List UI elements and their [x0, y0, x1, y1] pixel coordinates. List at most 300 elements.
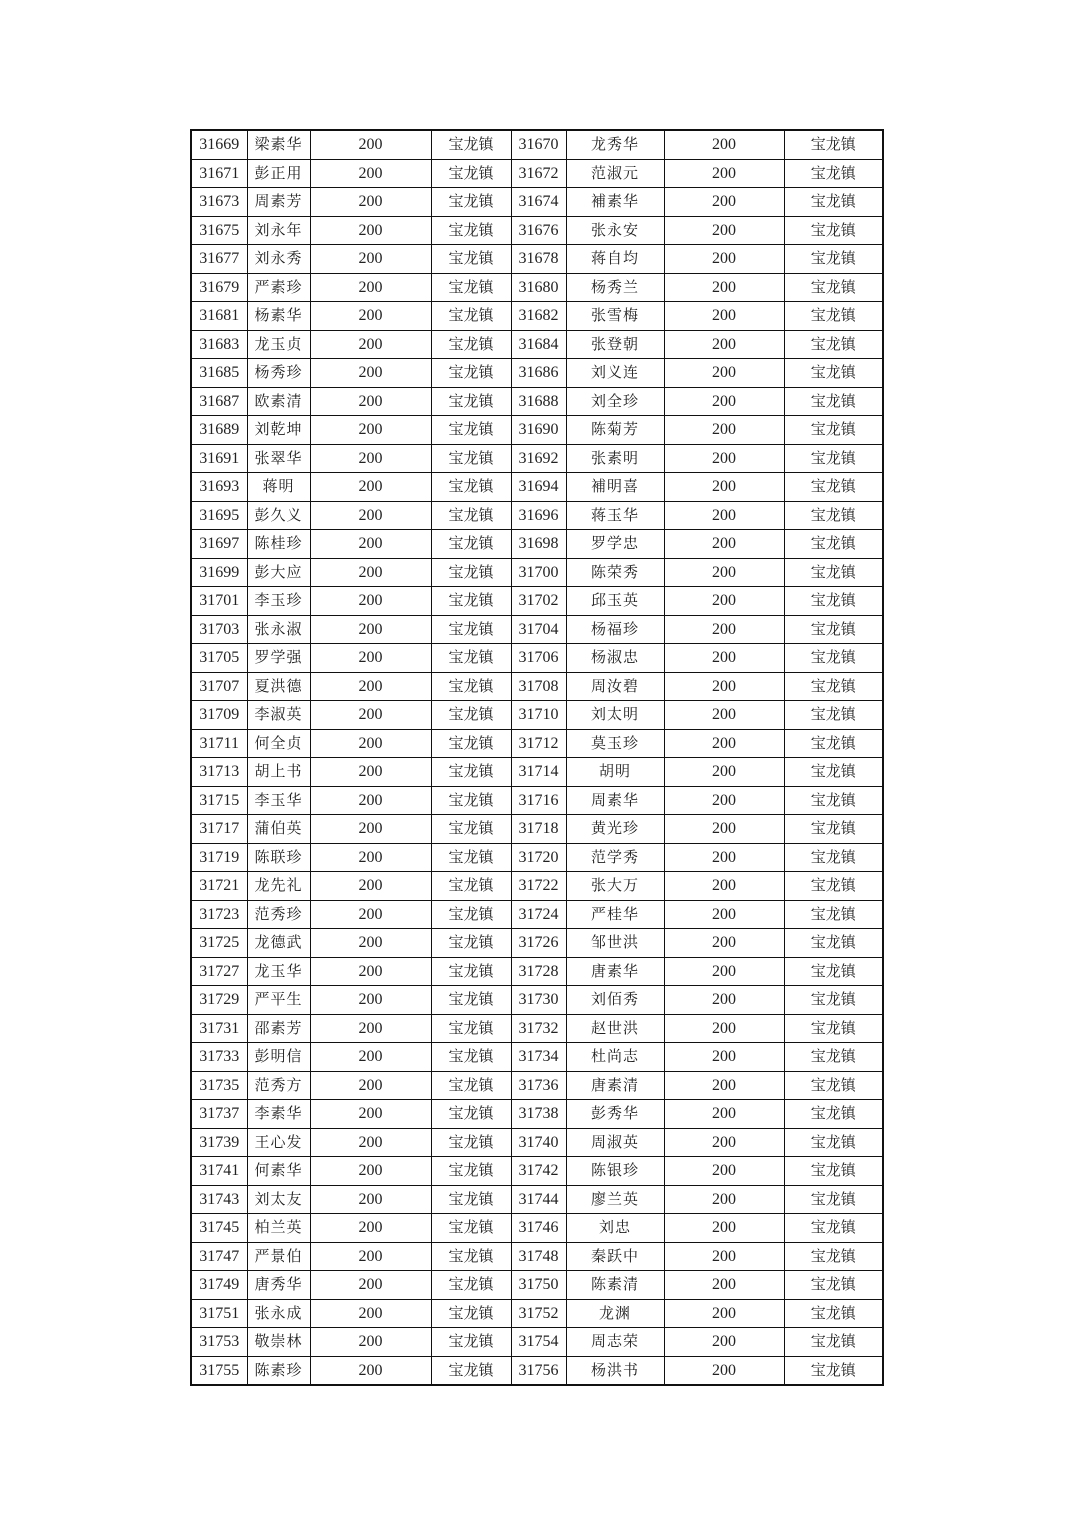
table-row: [191, 359, 883, 388]
amount-cell: 200: [310, 302, 431, 331]
town-cell: 宝龙镇: [784, 130, 883, 159]
town-cell: 宝龙镇: [431, 130, 511, 159]
amount-cell: 200: [310, 416, 431, 445]
town-cell: 宝龙镇: [784, 216, 883, 245]
record-id-cell: 31731: [191, 1014, 247, 1043]
town-cell: 宝龙镇: [431, 843, 511, 872]
amount-cell: 200: [310, 387, 431, 416]
amount-cell: 200: [664, 188, 784, 217]
recipient-name-cell: 唐素华: [566, 957, 664, 986]
amount-cell: 200: [310, 359, 431, 388]
recipient-name-cell: 张雪梅: [566, 302, 664, 331]
table-row: [191, 444, 883, 473]
amount-cell: 200: [310, 530, 431, 559]
recipient-name-cell: 严桂华: [566, 900, 664, 929]
town-cell: 宝龙镇: [784, 843, 883, 872]
amount-cell: 200: [664, 501, 784, 530]
record-id-cell: 31752: [511, 1299, 566, 1328]
recipient-name-cell: 张永淑: [247, 615, 310, 644]
recipient-name-cell: 刘佰秀: [566, 986, 664, 1015]
record-id-cell: 31674: [511, 188, 566, 217]
recipient-name-cell: 補素华: [566, 188, 664, 217]
town-cell: 宝龙镇: [431, 986, 511, 1015]
amount-cell: 200: [664, 1071, 784, 1100]
recipient-name-cell: 黄光珍: [566, 815, 664, 844]
town-cell: 宝龙镇: [784, 1043, 883, 1072]
record-id-cell: 31696: [511, 501, 566, 530]
recipient-name-cell: 胡明: [566, 758, 664, 787]
amount-cell: 200: [664, 701, 784, 730]
town-cell: 宝龙镇: [784, 558, 883, 587]
recipient-name-cell: 刘忠: [566, 1214, 664, 1243]
town-cell: 宝龙镇: [431, 188, 511, 217]
amount-cell: 200: [310, 729, 431, 758]
record-id-cell: 31746: [511, 1214, 566, 1243]
town-cell: 宝龙镇: [431, 501, 511, 530]
record-id-cell: 31743: [191, 1185, 247, 1214]
amount-cell: 200: [664, 1014, 784, 1043]
amount-cell: 200: [310, 188, 431, 217]
record-id-cell: 31755: [191, 1356, 247, 1385]
town-cell: 宝龙镇: [784, 1100, 883, 1129]
record-id-cell: 31716: [511, 786, 566, 815]
record-id-cell: 31670: [511, 130, 566, 159]
record-id-cell: 31678: [511, 245, 566, 274]
table-row: [191, 1100, 883, 1129]
amount-cell: 200: [310, 1128, 431, 1157]
recipient-name-cell: 陈荣秀: [566, 558, 664, 587]
amount-cell: 200: [310, 957, 431, 986]
amount-cell: 200: [664, 1271, 784, 1300]
recipient-name-cell: 彭正用: [247, 159, 310, 188]
table-row: [191, 1043, 883, 1072]
table-row: [191, 786, 883, 815]
recipient-name-cell: 陈联珍: [247, 843, 310, 872]
town-cell: 宝龙镇: [784, 273, 883, 302]
recipient-name-cell: 赵世洪: [566, 1014, 664, 1043]
record-id-cell: 31702: [511, 587, 566, 616]
town-cell: 宝龙镇: [431, 701, 511, 730]
amount-cell: 200: [664, 245, 784, 274]
town-cell: 宝龙镇: [431, 1071, 511, 1100]
recipient-name-cell: 彭明信: [247, 1043, 310, 1072]
town-cell: 宝龙镇: [784, 644, 883, 673]
recipient-name-cell: 陈菊芳: [566, 416, 664, 445]
town-cell: 宝龙镇: [784, 416, 883, 445]
recipient-name-cell: 敬崇林: [247, 1328, 310, 1357]
record-id-cell: 31742: [511, 1157, 566, 1186]
recipient-name-cell: 范秀方: [247, 1071, 310, 1100]
amount-cell: 200: [310, 644, 431, 673]
amount-cell: 200: [664, 644, 784, 673]
town-cell: 宝龙镇: [784, 1328, 883, 1357]
amount-cell: 200: [664, 1043, 784, 1072]
amount-cell: 200: [664, 558, 784, 587]
record-id-cell: 31671: [191, 159, 247, 188]
recipient-name-cell: 刘永秀: [247, 245, 310, 274]
table-row: [191, 843, 883, 872]
town-cell: 宝龙镇: [431, 216, 511, 245]
recipient-name-cell: 彭大应: [247, 558, 310, 587]
recipient-name-cell: 周淑英: [566, 1128, 664, 1157]
record-id-cell: 31751: [191, 1299, 247, 1328]
record-id-cell: 31714: [511, 758, 566, 787]
town-cell: 宝龙镇: [431, 387, 511, 416]
recipient-name-cell: 周志荣: [566, 1328, 664, 1357]
recipient-name-cell: 杨洪书: [566, 1356, 664, 1385]
recipient-name-cell: 刘乾坤: [247, 416, 310, 445]
table-row: [191, 1242, 883, 1271]
amount-cell: 200: [664, 843, 784, 872]
record-id-cell: 31700: [511, 558, 566, 587]
town-cell: 宝龙镇: [784, 1071, 883, 1100]
town-cell: 宝龙镇: [431, 1328, 511, 1357]
table-row: [191, 1328, 883, 1357]
recipient-name-cell: 唐素清: [566, 1071, 664, 1100]
record-id-cell: 31732: [511, 1014, 566, 1043]
record-id-cell: 31683: [191, 330, 247, 359]
amount-cell: 200: [664, 1356, 784, 1385]
record-id-cell: 31730: [511, 986, 566, 1015]
record-id-cell: 31676: [511, 216, 566, 245]
town-cell: 宝龙镇: [784, 1271, 883, 1300]
record-id-cell: 31718: [511, 815, 566, 844]
recipient-name-cell: 罗学强: [247, 644, 310, 673]
recipient-name-cell: 刘全珍: [566, 387, 664, 416]
record-id-cell: 31713: [191, 758, 247, 787]
table-row: [191, 1157, 883, 1186]
table-row: [191, 900, 883, 929]
table-row: [191, 815, 883, 844]
table-row: [191, 245, 883, 274]
amount-cell: 200: [664, 1100, 784, 1129]
amount-cell: 200: [310, 473, 431, 502]
table-row: [191, 701, 883, 730]
record-id-cell: 31726: [511, 929, 566, 958]
recipient-name-cell: 张翠华: [247, 444, 310, 473]
table-row: [191, 872, 883, 901]
amount-cell: 200: [664, 473, 784, 502]
record-id-cell: 31739: [191, 1128, 247, 1157]
town-cell: 宝龙镇: [431, 1299, 511, 1328]
record-id-cell: 31677: [191, 245, 247, 274]
recipient-name-cell: 龙先礼: [247, 872, 310, 901]
amount-cell: 200: [310, 1299, 431, 1328]
recipient-name-cell: 杨素华: [247, 302, 310, 331]
record-id-cell: 31748: [511, 1242, 566, 1271]
amount-cell: 200: [664, 216, 784, 245]
record-id-cell: 31669: [191, 130, 247, 159]
table-row: [191, 216, 883, 245]
recipient-name-cell: 范淑元: [566, 159, 664, 188]
town-cell: 宝龙镇: [431, 1128, 511, 1157]
record-id-cell: 31728: [511, 957, 566, 986]
record-id-cell: 31725: [191, 929, 247, 958]
amount-cell: 200: [310, 1356, 431, 1385]
recipient-name-cell: 欧素清: [247, 387, 310, 416]
record-id-cell: 31733: [191, 1043, 247, 1072]
record-id-cell: 31749: [191, 1271, 247, 1300]
recipient-name-cell: 杨淑忠: [566, 644, 664, 673]
town-cell: 宝龙镇: [431, 245, 511, 274]
town-cell: 宝龙镇: [784, 1128, 883, 1157]
amount-cell: 200: [664, 986, 784, 1015]
recipient-name-cell: 周素华: [566, 786, 664, 815]
amount-cell: 200: [310, 159, 431, 188]
town-cell: 宝龙镇: [784, 872, 883, 901]
record-id-cell: 31709: [191, 701, 247, 730]
record-id-cell: 31756: [511, 1356, 566, 1385]
town-cell: 宝龙镇: [784, 159, 883, 188]
table-row: [191, 273, 883, 302]
town-cell: 宝龙镇: [431, 929, 511, 958]
recipient-name-cell: 彭秀华: [566, 1100, 664, 1129]
amount-cell: 200: [664, 786, 784, 815]
recipient-name-cell: 邱玉英: [566, 587, 664, 616]
amount-cell: 200: [310, 1271, 431, 1300]
amount-cell: 200: [664, 1328, 784, 1357]
town-cell: 宝龙镇: [431, 416, 511, 445]
record-id-cell: 31753: [191, 1328, 247, 1357]
town-cell: 宝龙镇: [431, 473, 511, 502]
amount-cell: 200: [310, 615, 431, 644]
recipient-name-cell: 杨福珍: [566, 615, 664, 644]
amount-cell: 200: [664, 900, 784, 929]
record-id-cell: 31737: [191, 1100, 247, 1129]
record-id-cell: 31720: [511, 843, 566, 872]
town-cell: 宝龙镇: [431, 815, 511, 844]
town-cell: 宝龙镇: [431, 1043, 511, 1072]
roster-table-container: [190, 129, 882, 1386]
town-cell: 宝龙镇: [784, 1185, 883, 1214]
recipient-name-cell: 李玉珍: [247, 587, 310, 616]
recipient-name-cell: 唐秀华: [247, 1271, 310, 1300]
town-cell: 宝龙镇: [784, 444, 883, 473]
recipient-name-cell: 蒋玉华: [566, 501, 664, 530]
amount-cell: 200: [310, 1185, 431, 1214]
recipient-name-cell: 胡上书: [247, 758, 310, 787]
recipient-name-cell: 严景伯: [247, 1242, 310, 1271]
town-cell: 宝龙镇: [784, 672, 883, 701]
record-id-cell: 31706: [511, 644, 566, 673]
town-cell: 宝龙镇: [431, 729, 511, 758]
recipient-name-cell: 李玉华: [247, 786, 310, 815]
table-row: [191, 1356, 883, 1385]
recipient-name-cell: 龙德武: [247, 929, 310, 958]
amount-cell: 200: [664, 729, 784, 758]
town-cell: 宝龙镇: [784, 929, 883, 958]
amount-cell: 200: [310, 672, 431, 701]
town-cell: 宝龙镇: [784, 188, 883, 217]
town-cell: 宝龙镇: [784, 786, 883, 815]
town-cell: 宝龙镇: [431, 330, 511, 359]
amount-cell: 200: [310, 1100, 431, 1129]
table-row: [191, 159, 883, 188]
record-id-cell: 31680: [511, 273, 566, 302]
recipient-name-cell: 刘太友: [247, 1185, 310, 1214]
town-cell: 宝龙镇: [784, 530, 883, 559]
record-id-cell: 31686: [511, 359, 566, 388]
record-id-cell: 31754: [511, 1328, 566, 1357]
town-cell: 宝龙镇: [784, 1014, 883, 1043]
amount-cell: 200: [310, 130, 431, 159]
recipient-name-cell: 夏洪德: [247, 672, 310, 701]
table-row: [191, 1214, 883, 1243]
town-cell: 宝龙镇: [431, 644, 511, 673]
table-row: [191, 587, 883, 616]
recipient-name-cell: 范秀珍: [247, 900, 310, 929]
record-id-cell: 31688: [511, 387, 566, 416]
record-id-cell: 31699: [191, 558, 247, 587]
record-id-cell: 31744: [511, 1185, 566, 1214]
recipient-name-cell: 李素华: [247, 1100, 310, 1129]
record-id-cell: 31717: [191, 815, 247, 844]
amount-cell: 200: [664, 416, 784, 445]
table-row: [191, 986, 883, 1015]
town-cell: 宝龙镇: [784, 245, 883, 274]
amount-cell: 200: [664, 1214, 784, 1243]
table-row: [191, 615, 883, 644]
record-id-cell: 31672: [511, 159, 566, 188]
town-cell: 宝龙镇: [431, 1214, 511, 1243]
record-id-cell: 31704: [511, 615, 566, 644]
town-cell: 宝龙镇: [431, 872, 511, 901]
recipient-name-cell: 严素珍: [247, 273, 310, 302]
record-id-cell: 31705: [191, 644, 247, 673]
record-id-cell: 31712: [511, 729, 566, 758]
recipient-name-cell: 邹世洪: [566, 929, 664, 958]
recipient-name-cell: 范学秀: [566, 843, 664, 872]
town-cell: 宝龙镇: [431, 1185, 511, 1214]
record-id-cell: 31698: [511, 530, 566, 559]
amount-cell: 200: [664, 1157, 784, 1186]
town-cell: 宝龙镇: [784, 473, 883, 502]
amount-cell: 200: [664, 159, 784, 188]
town-cell: 宝龙镇: [784, 758, 883, 787]
recipient-name-cell: 刘太明: [566, 701, 664, 730]
amount-cell: 200: [664, 359, 784, 388]
town-cell: 宝龙镇: [431, 302, 511, 331]
amount-cell: 200: [310, 786, 431, 815]
record-id-cell: 31701: [191, 587, 247, 616]
town-cell: 宝龙镇: [784, 1214, 883, 1243]
recipient-name-cell: 罗学忠: [566, 530, 664, 559]
town-cell: 宝龙镇: [784, 501, 883, 530]
table-row: [191, 530, 883, 559]
recipient-name-cell: 张永成: [247, 1299, 310, 1328]
amount-cell: 200: [664, 130, 784, 159]
recipient-name-cell: 補明喜: [566, 473, 664, 502]
town-cell: 宝龙镇: [784, 302, 883, 331]
town-cell: 宝龙镇: [784, 1157, 883, 1186]
record-id-cell: 31721: [191, 872, 247, 901]
table-row: [191, 501, 883, 530]
recipient-name-cell: 李淑英: [247, 701, 310, 730]
table-row: [191, 929, 883, 958]
town-cell: 宝龙镇: [784, 986, 883, 1015]
amount-cell: 200: [664, 758, 784, 787]
amount-cell: 200: [664, 872, 784, 901]
table-row: [191, 644, 883, 673]
recipient-name-cell: 张大万: [566, 872, 664, 901]
amount-cell: 200: [310, 444, 431, 473]
town-cell: 宝龙镇: [431, 615, 511, 644]
amount-cell: 200: [310, 587, 431, 616]
amount-cell: 200: [310, 1157, 431, 1186]
town-cell: 宝龙镇: [431, 957, 511, 986]
town-cell: 宝龙镇: [784, 900, 883, 929]
amount-cell: 200: [310, 986, 431, 1015]
recipient-name-cell: 龙玉贞: [247, 330, 310, 359]
record-id-cell: 31724: [511, 900, 566, 929]
record-id-cell: 31707: [191, 672, 247, 701]
table-row: [191, 672, 883, 701]
table-row: [191, 1014, 883, 1043]
table-row: [191, 1299, 883, 1328]
town-cell: 宝龙镇: [431, 444, 511, 473]
amount-cell: 200: [664, 330, 784, 359]
record-id-cell: 31715: [191, 786, 247, 815]
table-row: [191, 957, 883, 986]
recipient-name-cell: 刘义连: [566, 359, 664, 388]
record-id-cell: 31675: [191, 216, 247, 245]
recipient-name-cell: 邵素芳: [247, 1014, 310, 1043]
amount-cell: 200: [310, 1071, 431, 1100]
table-row: [191, 130, 883, 159]
roster-rows: [191, 130, 883, 1385]
town-cell: 宝龙镇: [784, 957, 883, 986]
amount-cell: 200: [310, 900, 431, 929]
town-cell: 宝龙镇: [431, 1157, 511, 1186]
amount-cell: 200: [664, 530, 784, 559]
town-cell: 宝龙镇: [431, 1100, 511, 1129]
recipient-name-cell: 陈素清: [566, 1271, 664, 1300]
record-id-cell: 31695: [191, 501, 247, 530]
amount-cell: 200: [310, 1214, 431, 1243]
town-cell: 宝龙镇: [431, 758, 511, 787]
record-id-cell: 31694: [511, 473, 566, 502]
recipient-name-cell: 张登朝: [566, 330, 664, 359]
town-cell: 宝龙镇: [784, 1356, 883, 1385]
amount-cell: 200: [310, 558, 431, 587]
table-row: [191, 758, 883, 787]
recipient-name-cell: 张素明: [566, 444, 664, 473]
record-id-cell: 31740: [511, 1128, 566, 1157]
amount-cell: 200: [664, 273, 784, 302]
amount-cell: 200: [310, 843, 431, 872]
table-row: [191, 302, 883, 331]
roster-table: [190, 129, 884, 1386]
amount-cell: 200: [664, 1242, 784, 1271]
town-cell: 宝龙镇: [784, 359, 883, 388]
town-cell: 宝龙镇: [784, 815, 883, 844]
amount-cell: 200: [664, 1185, 784, 1214]
record-id-cell: 31729: [191, 986, 247, 1015]
record-id-cell: 31690: [511, 416, 566, 445]
recipient-name-cell: 柏兰英: [247, 1214, 310, 1243]
table-row: [191, 387, 883, 416]
recipient-name-cell: 周素芳: [247, 188, 310, 217]
recipient-name-cell: 蒲伯英: [247, 815, 310, 844]
record-id-cell: 31738: [511, 1100, 566, 1129]
amount-cell: 200: [310, 501, 431, 530]
table-row: [191, 1271, 883, 1300]
recipient-name-cell: 陈银珍: [566, 1157, 664, 1186]
record-id-cell: 31735: [191, 1071, 247, 1100]
town-cell: 宝龙镇: [784, 729, 883, 758]
record-id-cell: 31679: [191, 273, 247, 302]
record-id-cell: 31692: [511, 444, 566, 473]
